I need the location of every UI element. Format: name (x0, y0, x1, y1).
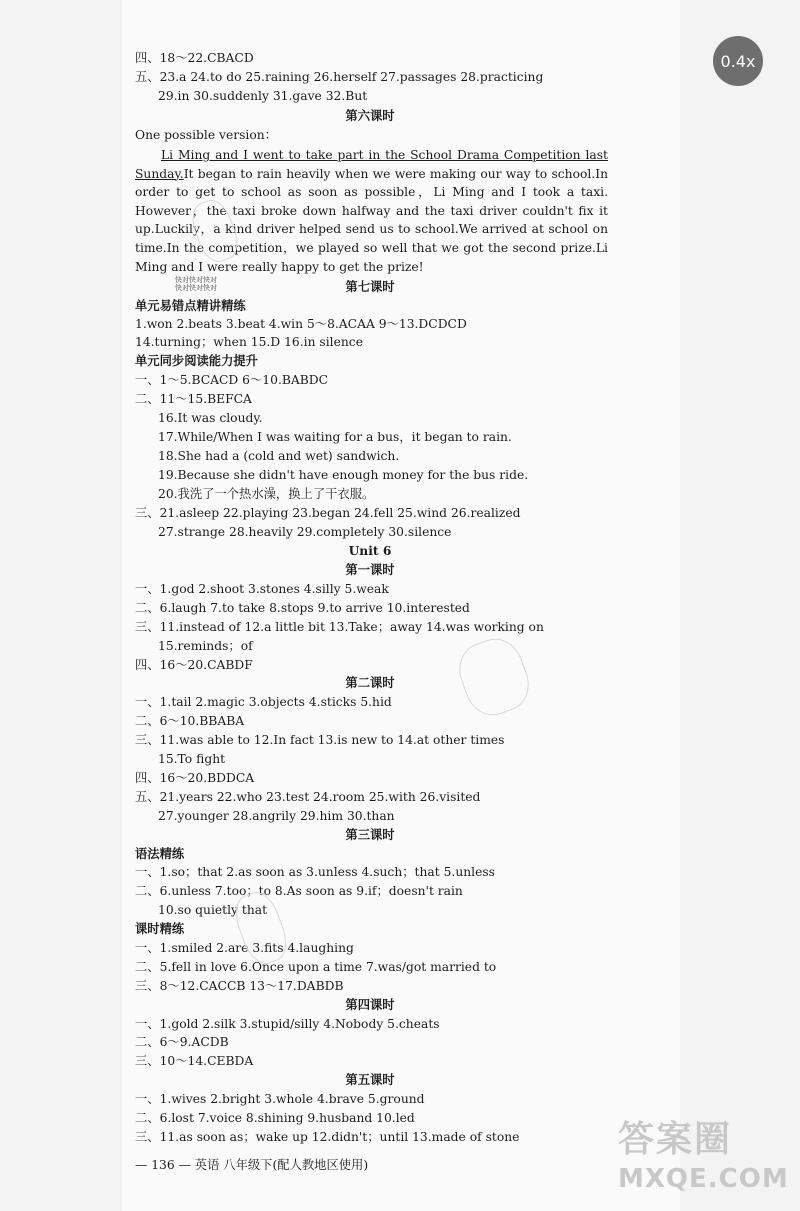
answer-line: 16.It was cloudy. (158, 411, 263, 425)
lesson-title: 第七课时 (345, 279, 395, 294)
answer-line: 14.turning；when 15.D 16.in silence (135, 335, 363, 349)
logo-url: MXQE.COM (618, 1164, 789, 1194)
answer-line: 一、1.gold 2.silk 3.stupid/silly 4.Nobody 5.cheats (135, 1017, 440, 1031)
lesson-title: 第三课时 (345, 827, 395, 842)
essay-underlined-sentence: Li Ming and I went to take part in the School Drama Competition last Sunday. (135, 148, 608, 181)
page-footer: — 136 — 英语 八年级下(配人教地区使用) (135, 1158, 369, 1172)
lesson-title: 第五课时 (345, 1072, 395, 1087)
answer-line: 四、18～22.CBACD (135, 51, 254, 65)
answer-line: 三、11.instead of 12.a little bit 13.Take；away 14.was working on (135, 620, 544, 634)
answer-line: 三、21.asleep 22.playing 23.began 24.fell 25.wind 26.realized (135, 506, 521, 520)
answer-line: One possible version： (135, 128, 277, 142)
watermark-small (175, 276, 217, 292)
lesson-title: Unit 6 (348, 543, 392, 558)
answer-line: 27.strange 28.heavily 29.completely 30.silence (158, 525, 452, 539)
answer-line: 15.To fight (158, 752, 226, 766)
lesson-title: 第四课时 (345, 997, 395, 1012)
section-heading: 单元同步阅读能力提升 (135, 354, 258, 368)
answer-line: 二、6.lost 7.voice 8.shining 9.husband 10.led (135, 1111, 415, 1125)
answer-line: 1.won 2.beats 3.beat 4.win 5～8.ACAA 9～13.DCDCD (135, 317, 467, 331)
watermark-line: 快对快对快对 (175, 276, 217, 284)
section-heading: 语法精练 (135, 847, 185, 861)
answer-line: 四、16～20.BDDCA (135, 771, 255, 785)
answer-line: 一、1.tail 2.magic 3.objects 4.sticks 5.hid (135, 695, 392, 709)
answer-line: 二、5.fell in love 6.Once upon a time 7.was/got married to (135, 960, 497, 974)
answer-line: 27.younger 28.angrily 29.him 30.than (158, 809, 395, 823)
answer-line: 10.so quietly that (158, 903, 268, 917)
answer-line: 四、16～20.CABDF (135, 658, 253, 672)
answer-line: 17.While/When I was waiting for a bus，it began to rain. (158, 430, 512, 444)
answer-line: 三、11.was able to 12.In fact 13.is new to 14.at other times (135, 733, 505, 747)
answer-line: 三、10～14.CEBDA (135, 1054, 254, 1068)
answer-line: 二、11～15.BEFCA (135, 392, 252, 406)
answer-line: 29.in 30.suddenly 31.gave 32.But (158, 89, 368, 103)
answer-line: 三、11.as soon as；wake up 12.didn't；until 13.made of stone (135, 1130, 520, 1144)
answer-line: 五、21.years 22.who 23.test 24.room 25.with 26.visited (135, 790, 481, 804)
answer-line: 19.Because she didn't have enough money for the bus ride. (158, 468, 529, 482)
watermark-line: 快对快对快对 (175, 284, 217, 292)
lesson-title: 第六课时 (345, 108, 395, 123)
site-watermark-logo (618, 1118, 788, 1206)
lesson-title: 第一课时 (345, 562, 395, 577)
answer-line: 二、6.laugh 7.to take 8.stops 9.to arrive 10.interested (135, 601, 470, 615)
playback-speed-badge[interactable]: 0.4x (713, 36, 763, 86)
answer-line: 五、23.a 24.to do 25.raining 26.herself 27.passages 28.practicing (135, 70, 544, 84)
answer-line: 18.She had a (cold and wet) sandwich. (158, 449, 400, 463)
answer-line: 20.我洗了一个热水澡，换上了干衣服。 (158, 487, 375, 501)
answer-line: 一、1.wives 2.bright 3.whole 4.brave 5.ground (135, 1092, 425, 1106)
lesson-title: 第二课时 (345, 675, 395, 690)
answer-line: 二、6.unless 7.too；to 8.As soon as 9.if；doesn't rain (135, 884, 463, 898)
answer-line: 一、1.god 2.shoot 3.stones 4.silly 5.weak (135, 582, 389, 596)
section-heading: 单元易错点精讲精练 (135, 299, 246, 313)
answer-line: 一、1～5.BCACD 6～10.BABDC (135, 373, 329, 387)
answer-line: 一、1.smiled 2.are 3.fits 4.laughing (135, 941, 354, 955)
answer-line: 一、1.so；that 2.as soon as 3.unless 4.such；that 5.unless (135, 865, 495, 879)
answer-line: 二、6～9.ACDB (135, 1035, 229, 1049)
answer-line: 二、6～10.BBABA (135, 714, 245, 728)
answer-line: 三、8～12.CACCB 13～17.DABDB (135, 979, 344, 993)
logo-text: 答案圈 (618, 1119, 733, 1160)
answer-line: 15.reminds；of (158, 639, 253, 653)
section-heading: 课时精练 (135, 922, 185, 936)
essay-body: It began to rain heavily when we were making our way to school.In order to get to school as soon as possible，Li Ming and I took a taxi. However，the taxi broke down halfway and the taxi driver couldn't fix it up.Luckily，a kind driver helped send us to school.We arrived at school on time.In the competition，we played so well that we got the second prize.Li Ming and I were really happy to get the prize! (135, 166, 608, 274)
